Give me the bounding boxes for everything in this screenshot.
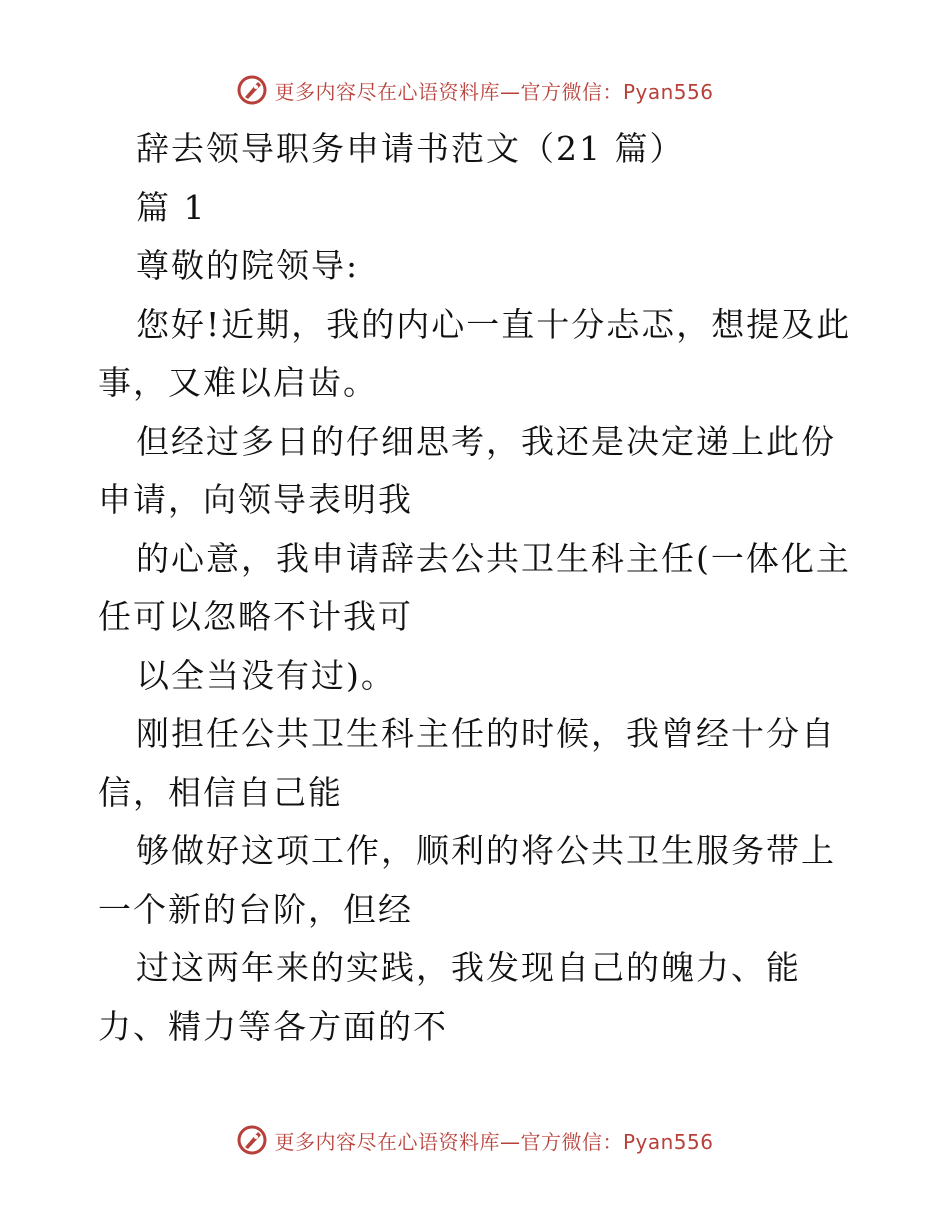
paragraph: 过这两年来的实践，我发现自己的魄力、能力、精力等各方面的不 — [98, 948, 801, 1046]
paragraph: 但经过多日的仔细思考，我还是决定递上此份申请，向领导表明我 — [98, 421, 836, 519]
paragraph: 的心意，我申请辞去公共卫生科主任(一体化主任可以忽略不计我可 — [98, 538, 851, 636]
document-body — [98, 120, 858, 1056]
document-title: 辞去领导职务申请书范文（21 篇） — [136, 129, 685, 168]
header-banner-text: 更多内容尽在心语资料库—官方微信：Pyan556 — [274, 79, 714, 104]
paragraph: 以全当没有过)。 — [136, 655, 396, 695]
paragraph: 够做好这项工作，顺利的将公共卫生服务带上一个新的台阶，但经 — [98, 831, 836, 929]
footer-banner — [0, 1120, 950, 1160]
paragraph: 刚担任公共卫生科主任的时候，我曾经十分自信，相信自己能 — [98, 714, 836, 812]
quill-logo-icon — [236, 1124, 268, 1156]
paragraph: 您好!近期，我的内心一直十分忐忑，想提及此事，又难以启齿。 — [98, 304, 852, 402]
header-banner — [0, 70, 950, 110]
salutation: 尊敬的院领导: — [136, 246, 360, 285]
footer-banner-text: 更多内容尽在心语资料库—官方微信：Pyan556 — [274, 1129, 714, 1154]
quill-logo-icon — [236, 74, 268, 106]
section-heading: 篇 1 — [136, 187, 207, 227]
